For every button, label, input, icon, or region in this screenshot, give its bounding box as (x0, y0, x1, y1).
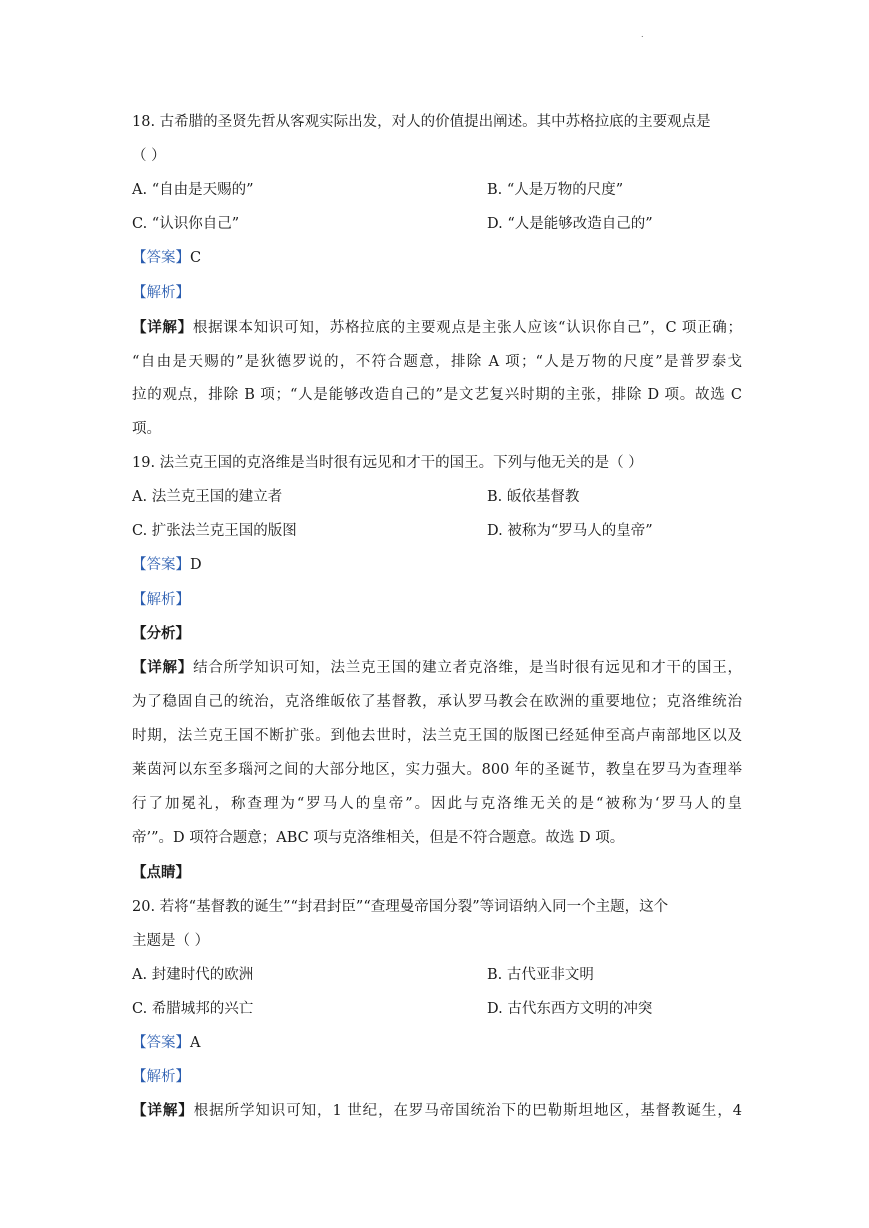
q19-detail-tag: 【详解】 (132, 659, 194, 676)
q19-detail-line-2: 为了稳固自己的统治，克洛维皈依了基督教，承认罗马教会在欧洲的重要地位；克洛维统治 (132, 694, 742, 710)
q19-fenxi-tag: 【分析】 (132, 625, 190, 642)
q18-answer (132, 247, 742, 269)
q18-stem-line-1: 18. 古希腊的圣贤先哲从客观实际出发，对人的价值提出阐述。其中苏格拉底的主要观点是 (132, 114, 711, 130)
q20-detail-tag: 【详解】 (132, 1102, 194, 1119)
q19-option-b: B. 皈依基督教 (487, 489, 580, 505)
q18-stem-line-2: （ ） (132, 148, 166, 164)
q19-detail-line-1 (132, 657, 742, 679)
q20-option-a: A. 封建时代的欧洲 (132, 967, 254, 983)
q19-option-d: D. 被称为“罗马人的皇帝” (487, 523, 653, 539)
q18-option-c: C. “认识你自己” (132, 216, 240, 232)
q20-answer-tag: 【答案】 (132, 1035, 190, 1051)
page-dot-mark: . (641, 30, 644, 39)
q18-detail-line-2: “自由是天赐的”是狄德罗说的，不符合题意，排除 A 项；“人是万物的尺度”是普罗泰戈 (132, 354, 742, 370)
q20-detail-line-1 (132, 1100, 742, 1122)
q19-detail-line-3: 时期，法兰克王国不断扩张。到他去世时，法兰克王国的版图已经延伸至高卢南部地区以及 (132, 728, 742, 744)
q20-option-d: D. 古代东西方文明的冲突 (487, 1001, 653, 1017)
q19-answer-value: D (190, 557, 202, 573)
q20-stem-line-2: 主题是（ ） (132, 933, 210, 949)
q18-option-d: D. “人是能够改造自己的” (487, 216, 653, 232)
q18-detail-tag: 【详解】 (132, 319, 193, 336)
q18-detail-line-3: 拉的观点，排除 B 项；“人是能够改造自己的”是文艺复兴时期的主张，排除 D 项。故选 C (132, 387, 742, 403)
q19-dianjing-tag: 【点睛】 (132, 864, 190, 881)
q20-answer (132, 1032, 742, 1054)
q19-stem-line-1: 19. 法兰克王国的克洛维是当时很有远见和才干的国王。下列与他无关的是（ ） (132, 455, 643, 471)
q19-detail-line-6: 帝’”。D 项符合题意；ABC 项与克洛维相关，但是不符合题意。故选 D 项。 (132, 830, 625, 846)
q20-answer-value: A (190, 1035, 201, 1051)
q20-detail-text-1: 根据所学知识可知，1 世纪，在罗马帝国统治下的巴勒斯坦地区，基督教诞生，4 (193, 1103, 742, 1119)
q19-detail-line-5: 行了加冕礼，称查理为“罗马人的皇帝”。因此与克洛维无关的是“被称为‘罗马人的皇 (132, 796, 742, 812)
q18-answer-value: C (190, 250, 202, 266)
q19-answer-tag: 【答案】 (132, 557, 190, 573)
q20-analysis-tag: 【解析】 (132, 1069, 190, 1085)
q20-stem-line-1: 20. 若将“基督教的诞生”“封君封臣”“查理曼帝国分裂”等词语纳入同一个主题，这个 (132, 899, 669, 915)
q19-option-a: A. 法兰克王国的建立者 (132, 489, 283, 505)
q19-answer (132, 554, 742, 576)
q18-option-a: A. “自由是天赐的” (132, 182, 254, 198)
q18-detail-line-1 (132, 317, 742, 339)
q18-detail-text-1: 根据课本知识可知，苏格拉底的主要观点是主张人应该“认识你自己”，C 项正确； (192, 320, 743, 336)
q19-analysis-tag: 【解析】 (132, 592, 190, 608)
q19-detail-line-4: 莱茵河以东至多瑙河之间的大部分地区，实力强大。800 年的圣诞节，教皇在罗马为查理举 (132, 762, 742, 778)
q18-option-b: B. “人是万物的尺度” (487, 182, 624, 198)
q20-option-c: C. 希腊城邦的兴亡 (132, 1001, 254, 1017)
q20-option-b: B. 古代亚非文明 (487, 967, 594, 983)
q19-detail-text-1: 结合所学知识可知，法兰克王国的建立者克洛维，是当时很有远见和才干的国王， (193, 660, 742, 676)
q19-option-c: C. 扩张法兰克王国的版图 (132, 523, 297, 539)
q18-answer-tag: 【答案】 (132, 250, 190, 266)
q18-detail-line-4: 项。 (132, 421, 161, 437)
q18-analysis-tag: 【解析】 (132, 285, 190, 301)
